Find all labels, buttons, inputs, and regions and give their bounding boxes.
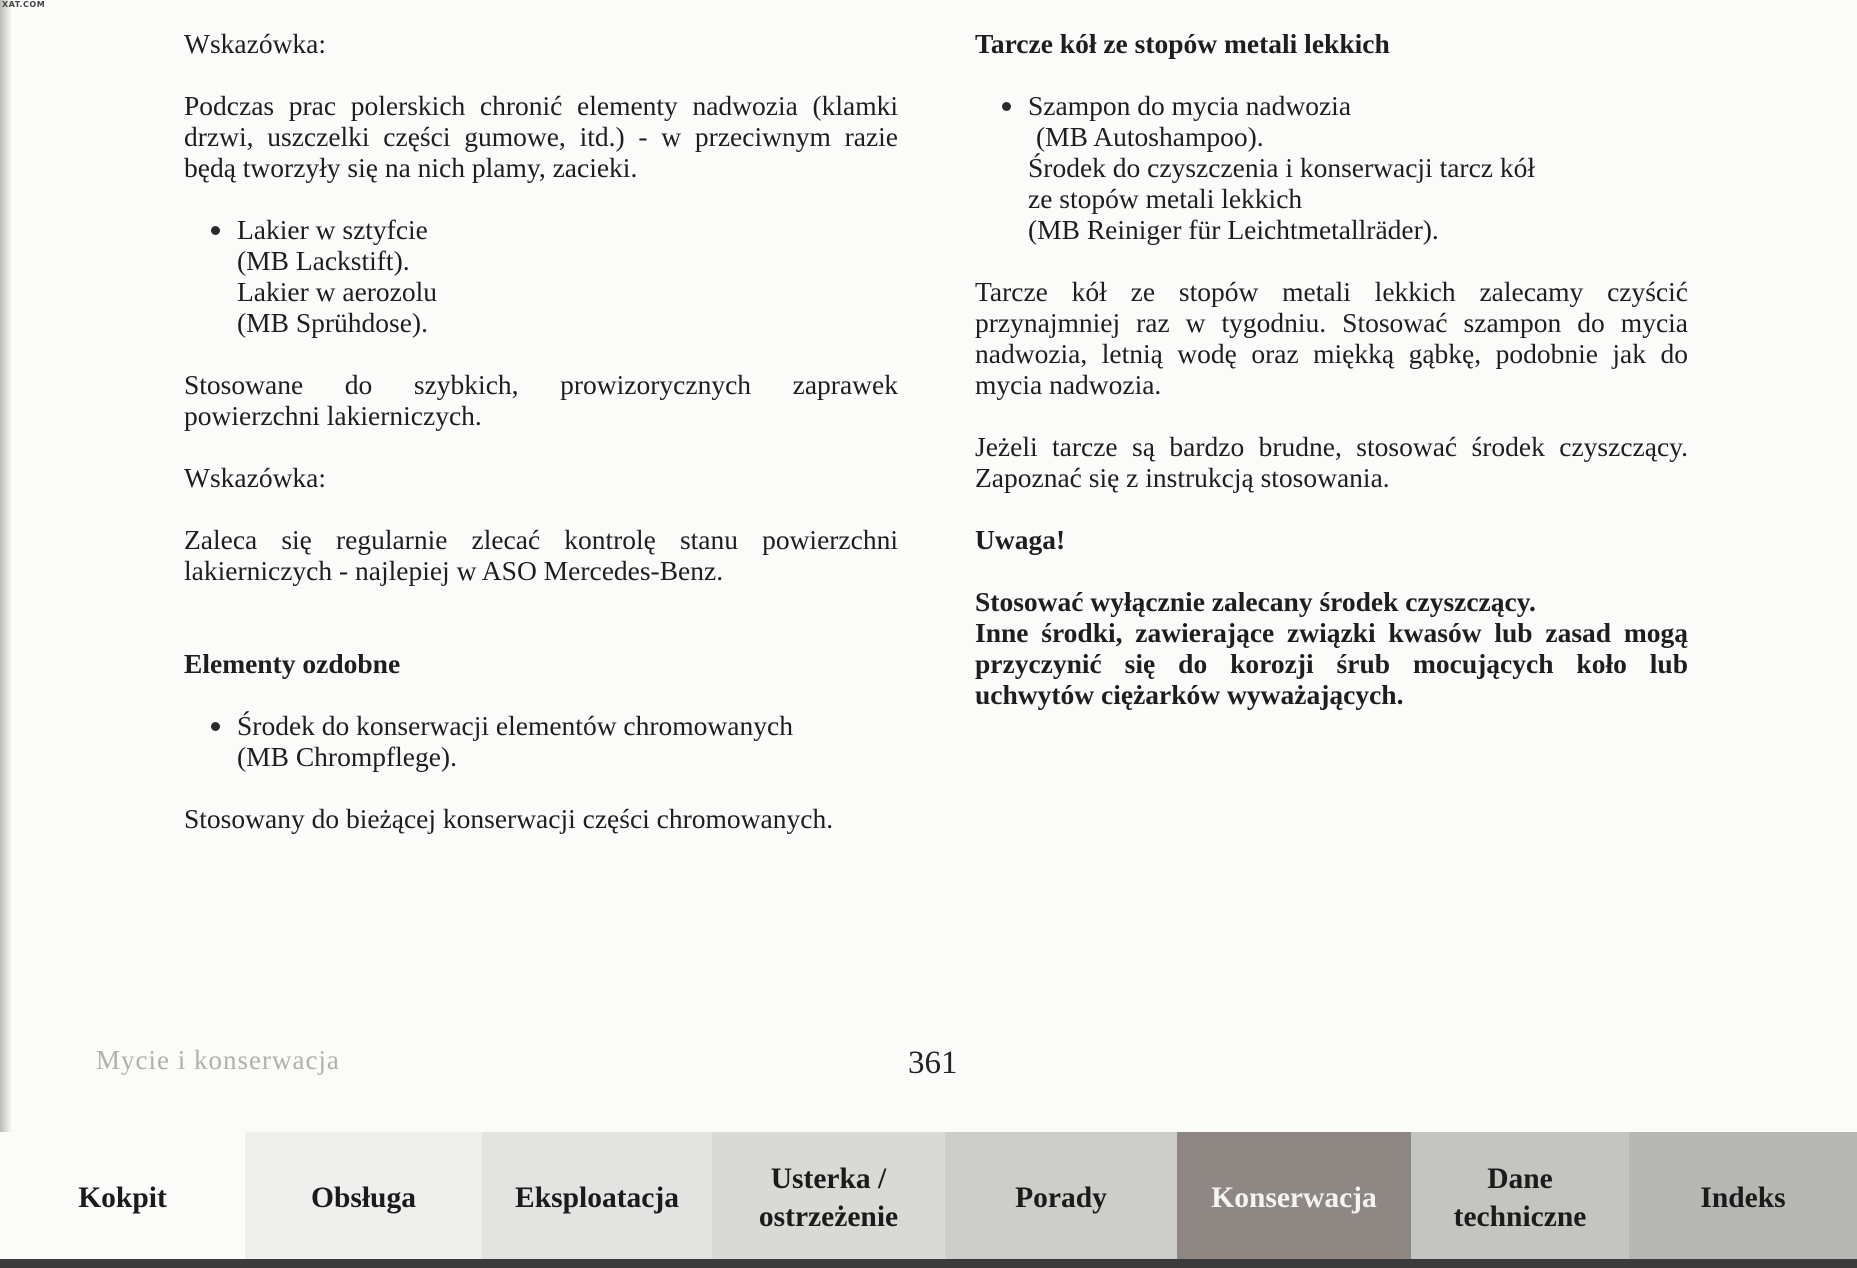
- paint-products-list: [184, 214, 898, 338]
- polishing-note: Podczas prac polerskich chronić elementy nadwozia (klamki drzwi, uszczelki części gumowe, itd.) - w przeciwnym razie będą tworzyły się na nich plamy, zacieki.: [184, 90, 898, 183]
- paint-usage-text: Stosowane do szybkich, prowizorycznych zaprawek powierzchni lakierniczych.: [184, 369, 898, 431]
- dirty-wheels-text: Jeżeli tarcze są bardzo brudne, stosować środek czyszczący. Zapoznać się z instrukcją stosowania.: [975, 431, 1688, 493]
- page-number: 361: [908, 1045, 958, 1081]
- section-heading: Elementy ozdobne: [184, 648, 401, 679]
- chrome-products-list: [184, 710, 898, 772]
- wheel-cleaning-text: Tarcze kół ze stopów metali lekkich zalecamy czyścić przynajmniej raz w tygodniu. Stosować szampon do mycia nadwozia, letnią wodę oraz miękką gąbkę, podobnie jak do mycia nadwozia.: [975, 276, 1688, 400]
- tab-konserwacja[interactable]: Konserwacja: [1177, 1132, 1411, 1259]
- bullet-icon: [211, 722, 220, 731]
- page-binding-edge: [0, 0, 12, 1268]
- chrome-usage-text: Stosowany do bieżącej konserwacji części chromowanych.: [184, 803, 834, 834]
- bullet-icon: [1002, 102, 1011, 111]
- warning-line-1: Stosować wyłącznie zalecany środek czyszczący.: [975, 586, 1536, 617]
- bullet-icon: [211, 226, 220, 235]
- tab-obsluga[interactable]: Obsługa: [245, 1132, 482, 1259]
- chapter-tab-bar: [0, 1132, 1857, 1259]
- warning-text: [975, 586, 1688, 710]
- right-column: [975, 28, 1688, 741]
- tab-kokpit[interactable]: Kokpit: [0, 1132, 245, 1259]
- section-footer-label: Mycie i konserwacja: [96, 1045, 340, 1075]
- section-heading: Tarcze kół ze stopów metali lekkich: [975, 28, 1390, 59]
- tab-dane-techniczne[interactable]: Dane techniczne: [1411, 1132, 1629, 1259]
- tab-porady[interactable]: Porady: [945, 1132, 1177, 1259]
- inspection-note: Zaleca się regularnie zlecać kontrolę stanu powierzchni lakierniczych - najlepiej w ASO Mercedes-Benz.: [184, 524, 898, 586]
- warning-line-2: Inne środki, zawierające związki kwasów lub zasad mogą przyczynić się do korozji śrub mocujących koło lub uchwytów ciężarków wyważających.: [975, 617, 1688, 710]
- list-item: Lakier w sztyfcie (MB Lackstift). Lakier w aerozolu (MB Sprühdose).: [237, 214, 898, 338]
- left-column: [184, 28, 898, 865]
- tab-indeks[interactable]: Indeks: [1629, 1132, 1857, 1259]
- note-label: Wskazówka:: [184, 28, 327, 59]
- warning-title: Uwaga!: [975, 524, 1066, 555]
- watermark-text: XAT.COM: [2, 0, 46, 9]
- tab-eksploatacja[interactable]: Eksploatacja: [482, 1132, 712, 1259]
- list-item: Środek do konserwacji elementów chromowanych (MB Chrompflege).: [237, 710, 898, 772]
- list-item: Szampon do mycia nadwozia (MB Autoshampoo). Środek do czyszczenia i konserwacji tarcz kół ze stopów metali lekkich (MB Reiniger für Leichtmetallräder).: [1028, 90, 1688, 245]
- note-label: Wskazówka:: [184, 462, 327, 493]
- bottom-rule: [0, 1259, 1857, 1268]
- tab-usterka-ostrzezenie[interactable]: Usterka / ostrzeżenie: [712, 1132, 945, 1259]
- wheel-products-list: [975, 90, 1688, 245]
